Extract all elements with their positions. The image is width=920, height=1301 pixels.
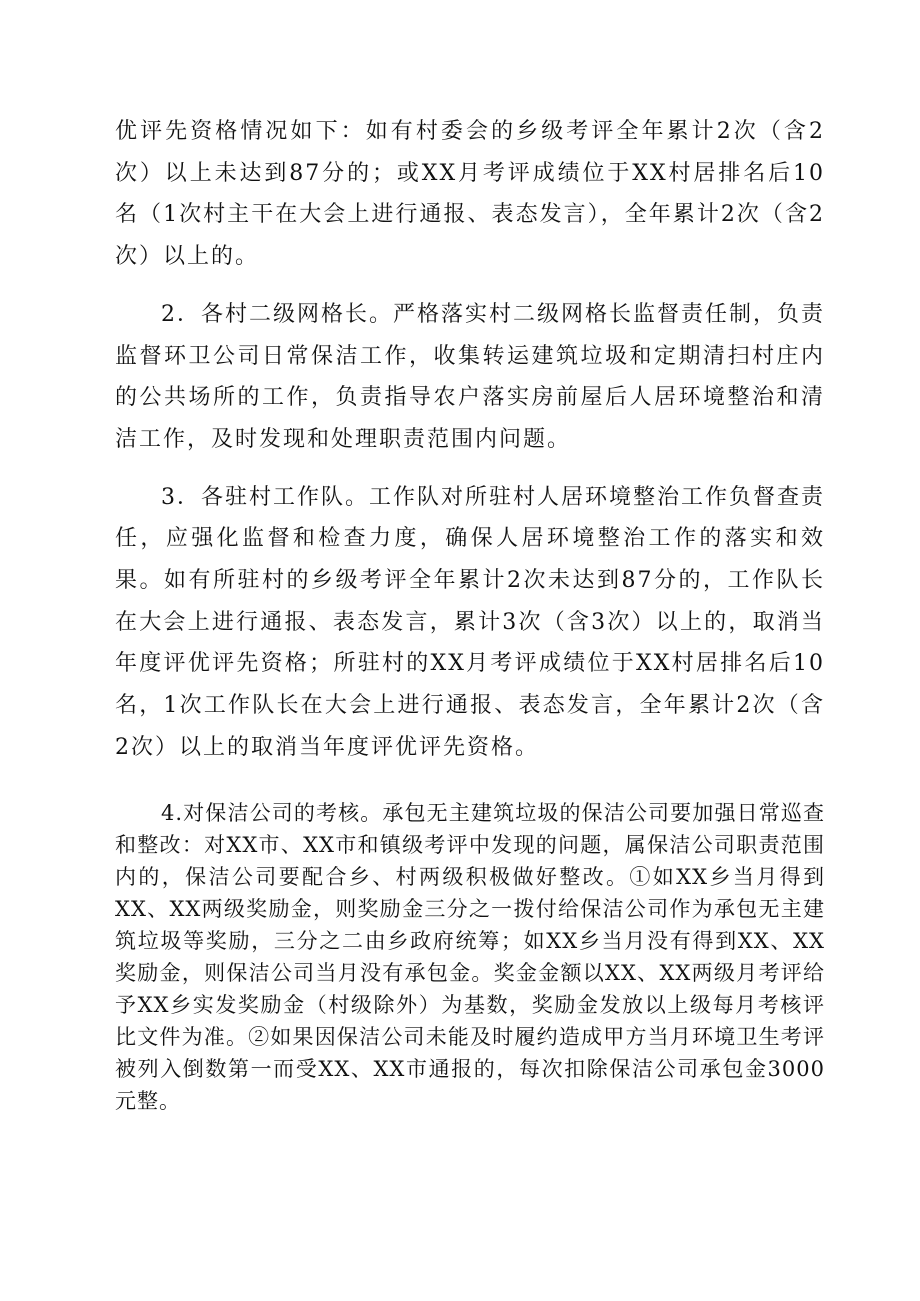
paragraph-item-2-grid-leaders: 2．各村二级网格长。严格落实村二级网格长监督责任制，负责监督环卫公司日常保洁工作，收集转运建筑垃圾和定期清扫村庄内的公共场所的工作，负责指导农户落实房前屋后人居环境整治和清洁工作，及时发现和处理职责范围内问题。	[115, 301, 825, 452]
document-page	[115, 111, 825, 1117]
paragraph-item-4-cleaning-company: 4.对保洁公司的考核。承包无主建筑垃圾的保洁公司要加强日常巡查和整改：对XX市、XX市和镇级考评中发现的问题，属保洁公司职责范围内的，保洁公司要配合乡、村两级积极做好整改。①如XX乡当月得到XX、XX两级奖励金，则奖励金三分之一拨付给保洁公司作为承包无主建筑垃圾等奖励，三分之二由乡政府统筹；如XX乡当月没有得到XX、XX奖励金，则保洁公司当月没有承包金。奖金金额以XX、XX两级月考评给予XX乡实发奖励金（村级除外）为基数，奖励金发放以上级每月考核评比文件为准。②如果因保洁公司未能及时履约造成甲方当月环境卫生考评被列入倒数第一而受XX、XX市通报的，每次扣除保洁公司承包金3000元整。	[115, 800, 825, 1114]
paragraph-continuation: 优评先资格情况如下：如有村委会的乡级考评全年累计2次（含2次）以上未达到87分的；或XX月考评成绩位于XX村居排名后10名（1次村主干在大会上进行通报、表态发言），全年累计2次（含2次）以上的。	[115, 119, 825, 270]
paragraph-item-3-village-teams: 3．各驻村工作队。工作队对所驻村人居环境整治工作负督查责任，应强化监督和检查力度，确保人居环境整治工作的落实和效果。如有所驻村的乡级考评全年累计2次未达到87分的，工作队长在大会上进行通报、表态发言，累计3次（含3次）以上的，取消当年度评优评先资格；所驻村的XX月考评成绩位于XX村居排名后10名，1次工作队长在大会上进行通报、表态发言，全年累计2次（含2次）以上的取消当年度评优评先资格。	[115, 484, 825, 760]
